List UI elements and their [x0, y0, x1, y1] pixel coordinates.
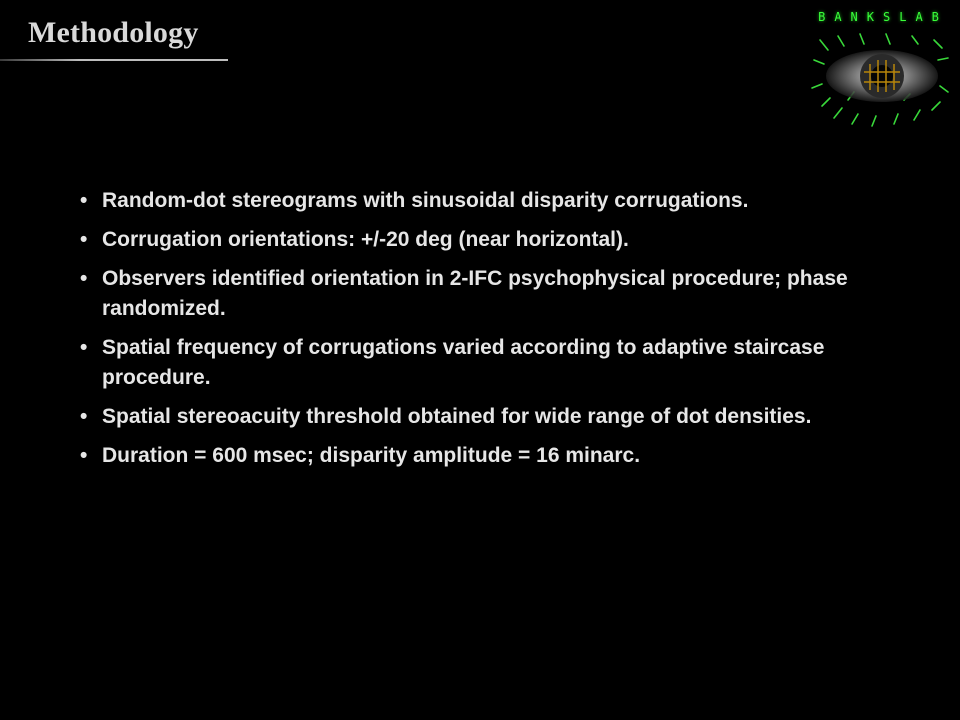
bullet-text: Corrugation orientations: +/-20 deg (near horizontal). — [102, 228, 629, 251]
slide-title: Methodology — [28, 16, 199, 49]
list-item — [80, 441, 920, 471]
bullet-dot-icon: • — [80, 444, 88, 467]
bullet-text: Spatial stereoacuity threshold obtained for wide range of dot densities. — [102, 405, 812, 428]
title-underline — [0, 59, 228, 61]
eye-logo-icon — [808, 30, 950, 130]
bullet-dot-icon: • — [80, 228, 88, 251]
list-item — [80, 402, 920, 432]
list-item — [80, 186, 920, 216]
list-item — [80, 264, 920, 324]
bullet-text: Spatial frequency of corrugations varied according to adaptive staircase procedure. — [102, 336, 825, 389]
bullet-dot-icon: • — [80, 267, 88, 290]
list-item — [80, 225, 920, 255]
bullet-list — [80, 186, 920, 480]
bullet-dot-icon: • — [80, 189, 88, 212]
bullet-text: Duration = 600 msec; disparity amplitude = 16 minarc. — [102, 444, 641, 467]
logo-text: BANKSLAB — [818, 10, 948, 24]
list-item — [80, 333, 920, 393]
bankslab-logo — [808, 10, 950, 130]
bullet-dot-icon: • — [80, 405, 88, 428]
bullet-dot-icon: • — [80, 336, 88, 359]
bullet-text: Observers identified orientation in 2-IFC psychophysical procedure; phase randomized. — [102, 267, 848, 320]
bullet-text: Random-dot stereograms with sinusoidal disparity corrugations. — [102, 189, 749, 212]
